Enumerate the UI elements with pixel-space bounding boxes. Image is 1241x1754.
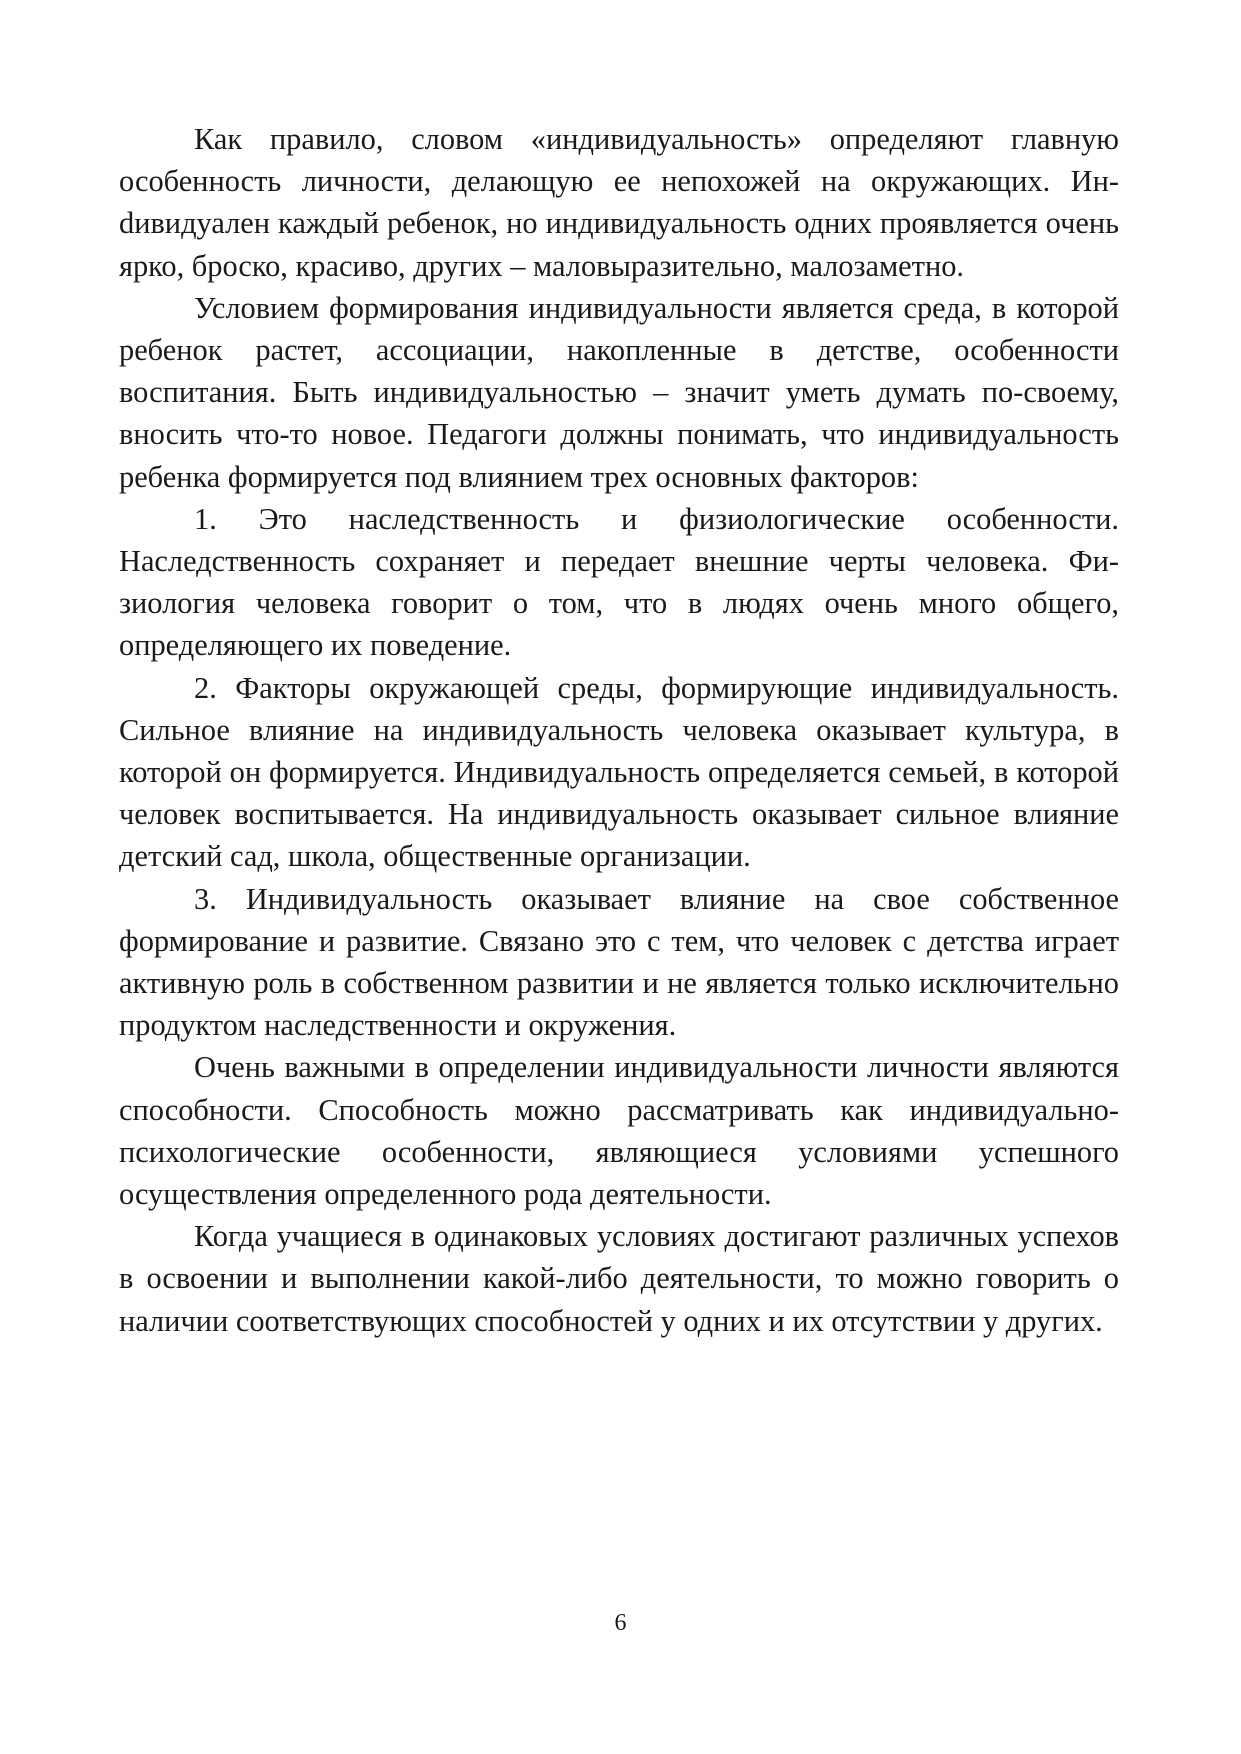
paragraph-3: 1. Это наследственность и физиологические особенности. Наследственность сохраняет и передает внешние черты человека. Физиология человека говорит о том, что в людях очень много общего, определяющего их поведение. (119, 501, 1119, 663)
paragraph-7: Когда учащиеся в одинаковых условиях достигают различных успехов в освоении и выполнении какой-либо деятельности, то можно говорить о наличии соответствующих способностей у одних и их отсутствии у других. (119, 1219, 1119, 1338)
body-text (119, 118, 1119, 1342)
paragraph-4: 2. Факторы окружающей среды, формирующие индивидуальность. Сильное влияние на индивидуальность человека оказывает культура, в которой он формируется. Индивидуальность определяется семьей, в которой человек воспитывается. На индивидуальность оказывает сильное влияние детский сад, школа, общественные организации. (119, 670, 1119, 874)
page-number: 6 (614, 1610, 627, 1636)
paragraph-2: Условием формирования индивидуальности является среда, в которой ребенок растет, ассоциации, накопленные в детстве, особенности воспитания. Быть индивидуальностью – значит уметь думать по-своему, вносить что-то новое. Педагоги должны понимать, что индивидуальность ребенка формируется под влиянием трех основных факторов: (119, 290, 1119, 494)
paragraph-1: Как правило, словом «индивидуальность» определяют главную особенность личности, делающую ее непохожей на окружающих. Инdивидуален каждый ребенок, но индивидуальность одних проявляется очень ярко, броско, красиво, других – маловыразительно, малозаметно. (119, 122, 1119, 283)
paragraph-5: 3. Индивидуальность оказывает влияние на свое собственное формирование и развитие. Связано это с тем, что человек с детства играет активную роль в собственном развитии и не является только исключительно продуктом наследственности и окружения. (119, 881, 1119, 1043)
paragraph-6: Очень важными в определении индивидуальности личности являются способности. Способность можно рассматривать как индивидуально-психологические особенности, являющиеся условиями успешного осуществления определенного рода деятельности. (119, 1050, 1119, 1212)
